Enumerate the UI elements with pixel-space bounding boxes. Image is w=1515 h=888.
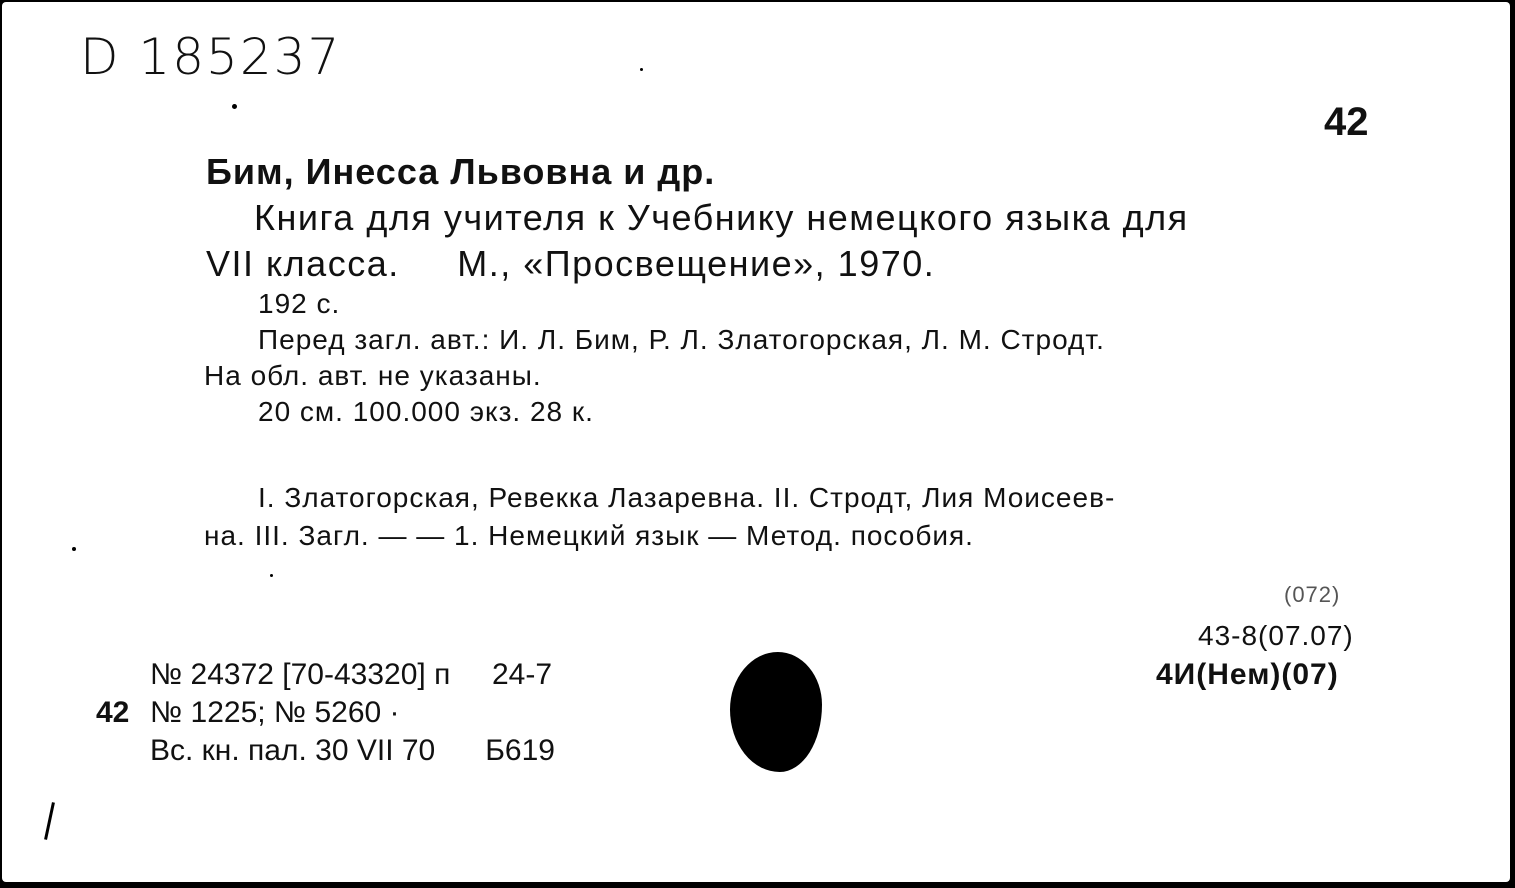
handwritten-class-mark: (072)	[1284, 582, 1341, 607]
authors-note-line-2: На обл. авт. не указаны.	[204, 360, 542, 391]
pages-note: 192 с.	[258, 288, 341, 319]
class-number: 43-8(07.07)	[1198, 620, 1354, 651]
ink-speck	[270, 574, 273, 577]
class-number-bold: 4И(Нем)(07)	[1156, 658, 1339, 691]
ink-speck	[640, 68, 643, 71]
tracing-line-2: на. III. Загл. — — 1. Немецкий язык — Метод. пособия.	[204, 520, 974, 551]
card-number: 42	[1324, 100, 1369, 144]
ink-speck	[72, 547, 76, 551]
tracing-line-1: I. Златогорская, Ревекка Лазаревна. II. Стродт, Лия Моисеев-	[258, 482, 1116, 513]
order-line-3: Вс. кн. пал. 30 VII 70 Б619	[150, 734, 555, 767]
accession-number: D 185237	[80, 28, 342, 86]
ink-blot	[730, 652, 822, 772]
catalog-card	[2, 2, 1510, 882]
pen-stroke	[44, 802, 55, 840]
title-line-1: Книга для учителя к Учебнику немецкого языка для	[254, 197, 1189, 238]
author-heading: Бим, Инесса Львовна и др.	[206, 151, 716, 192]
ink-speck	[232, 104, 237, 109]
title-line-2: VII класса. М., «Просвещение», 1970.	[206, 243, 936, 284]
authors-note-line-1: Перед загл. авт.: И. Л. Бим, Р. Л. Златогорская, Л. М. Стродт.	[258, 324, 1105, 355]
physical-description: 20 см. 100.000 экз. 28 к.	[258, 396, 594, 427]
order-line-1: № 24372 [70-43320] п 24-7	[150, 658, 553, 691]
order-line-2-prefix: 42	[96, 696, 130, 729]
order-line-2: № 1225; № 5260 ·	[150, 696, 400, 729]
